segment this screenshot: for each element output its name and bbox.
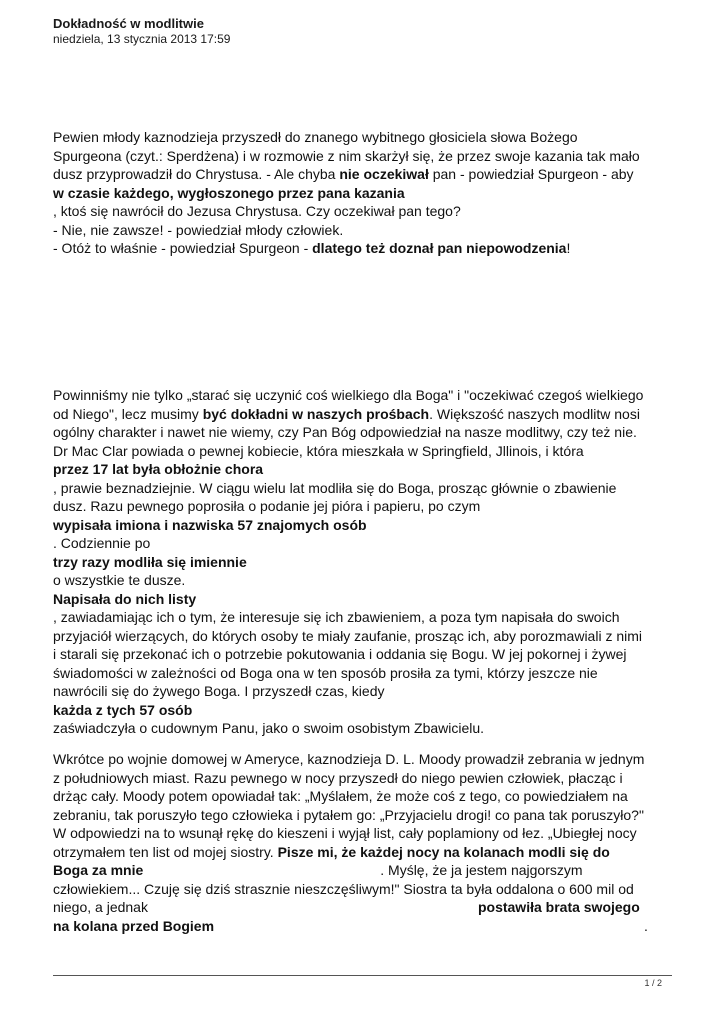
- text-line: Spurgeona (czyt.: Sperdżena) i w rozmowie z nim skarżył się, że przez swoje kazania tak mało: [53, 147, 640, 164]
- bold-text: każda z tych 57 osób: [53, 701, 193, 718]
- bold-text: nie oczekiwał: [339, 166, 429, 182]
- text-run: . Większość naszych modlitw nosi: [429, 405, 640, 422]
- text-line: ogólny charakter i nawet nie wiemy, czy Pan Bóg odpowiedział na nasze modlitwy, czy też nie.: [53, 424, 637, 440]
- document-title: Dokładność w modlitwie: [53, 16, 204, 31]
- text-line: W odpowiedzi na to wsunął rękę do kieszeni i wyjął list, cały poplamiony od łez. „Ubiegłej nocy: [53, 825, 637, 841]
- bold-text: Boga za mnie: [53, 862, 144, 878]
- text-run: od Niego", lecz musimy: [53, 405, 203, 422]
- text-line: - Nie, nie zawsze! - powiedział młody człowiek.: [53, 221, 344, 238]
- bold-text: być dokładni w naszych prośbach: [202, 405, 430, 422]
- text-run: niego, a jednak: [53, 899, 148, 915]
- text-line: [53, 239, 683, 258]
- text-line: [53, 553, 683, 572]
- text-line: zebraniu, tak poruszyło tego człowieka i pytałem go: „Przyjacielu drogi! co pana tak poruszyło?": [53, 806, 644, 823]
- bold-text: przez 17 lat była obłożnie chora: [53, 461, 264, 477]
- document-date: niedziela, 13 stycznia 2013 17:59: [53, 32, 231, 46]
- text-run: pan - powiedział Spurgeon - aby: [428, 166, 634, 182]
- text-line: Wkrótce po wojnie domowej w Ameryce, kaznodzieja D. L. Moody prowadził zebrania w jednym: [53, 751, 645, 767]
- bold-text: trzy razy modliła się imiennie: [53, 553, 247, 570]
- bold-text: postawiła brata swojego: [477, 899, 640, 915]
- text-run: dusz przyprowadził do Chrystusa. - Ale chyba: [53, 166, 340, 182]
- text-line: , prawie beznadziejnie. W ciągu wielu lat modliła się do Boga, prosząc głównie o zbawienie: [53, 479, 617, 496]
- text-line: [53, 516, 683, 535]
- text-run: . Myślę, że ja jestem najgorszym: [380, 862, 583, 878]
- text-line: [53, 917, 683, 936]
- text-line: drżąc cały. Moody potem opowiadał tak: „Myślałem, że może coś z tego, co powiedziałem na: [53, 788, 628, 804]
- paragraph-moody: [53, 750, 683, 935]
- paragraph-spurgeon: [53, 128, 683, 258]
- text-line: o wszystkie te dusze.: [53, 572, 186, 588]
- footer-divider: [53, 975, 672, 976]
- text-line: Pewien młody kaznodzieja przyszedł do znanego wybitnego głosiciela słowa Bożego: [53, 129, 578, 145]
- bold-text: na kolana przed Bogiem: [53, 917, 215, 934]
- bold-text: Pisze mi, że każdej nocy na kolanach modli się do: [277, 843, 610, 860]
- text-line: przyjaciół wierzących, do których osoby te miały zaufanie, prosząc ich, aby porozmawiali z nimi: [53, 627, 643, 644]
- text-run: .: [644, 917, 648, 934]
- text-line: [53, 861, 683, 880]
- text-line: człowiekiem... Czuję się dziś strasznie nieszczęśliwym!" Siostra ta była oddalona o 600 mil od: [53, 880, 634, 897]
- bold-text: Napisała do nich listy: [53, 590, 197, 607]
- text-line: , zawiadamiając ich o tym, że interesuje się ich zbawieniem, a poza tym napisała do swoich: [53, 609, 620, 625]
- text-line: i starali się przekonać ich o potrzebie pokutowania i oddania się Bogu. W jej pokornej i żywej: [53, 646, 627, 662]
- bold-text: w czasie każdego, wygłoszonego przez pana kazania: [53, 184, 405, 201]
- page-number: 1 / 2: [644, 978, 662, 988]
- text-line: świadomości w zależności od Boga ona w ten sposób prosiła za tymi, którzy jeszcze nie: [53, 664, 598, 681]
- text-line: [53, 701, 683, 720]
- text-line: [53, 898, 683, 917]
- text-line: dusz. Razu pewnego poprosiła o podanie jej pióra i papieru, po czym: [53, 498, 481, 514]
- bold-text: dlatego też doznał pan niepowodzenia: [312, 240, 567, 256]
- text-run: - Otóż to właśnie - powiedział Spurgeon -: [53, 240, 313, 256]
- text-run: !: [566, 240, 571, 256]
- text-line: [53, 843, 683, 862]
- text-run: otrzymałem ten list od mojej siostry.: [53, 843, 278, 860]
- text-line: [53, 184, 683, 203]
- text-line: zaświadczyła o cudownym Panu, jako o swoim osobistym Zbawicielu.: [53, 720, 485, 736]
- document-header: [53, 16, 230, 47]
- text-line: z południowych miast. Razu pewnego w nocy przyszedł do niego pewien człowiek, płacząc i: [53, 769, 623, 786]
- text-line: [53, 460, 683, 479]
- text-line: Dr Mac Clar powiada o pewnej kobiecie, która mieszkała w Springfield, Jllinois, i która: [53, 442, 584, 459]
- text-line: , ktoś się nawrócił do Jezusa Chrystusa. Czy oczekiwał pan tego?: [53, 203, 461, 219]
- text-line: Powinniśmy nie tylko „starać się uczynić coś wielkiego dla Boga" i "oczekiwać czegoś wielkiego: [53, 387, 644, 403]
- text-line: . Codziennie po: [53, 535, 151, 551]
- text-line: [53, 405, 683, 424]
- text-line: [53, 590, 683, 609]
- text-line: [53, 165, 683, 184]
- paragraph-springfield: [53, 386, 683, 738]
- bold-text: wypisała imiona i nazwiska 57 znajomych osób: [53, 516, 367, 533]
- text-line: nawrócili się do żywego Boga. I przyszedł czas, kiedy: [53, 683, 385, 699]
